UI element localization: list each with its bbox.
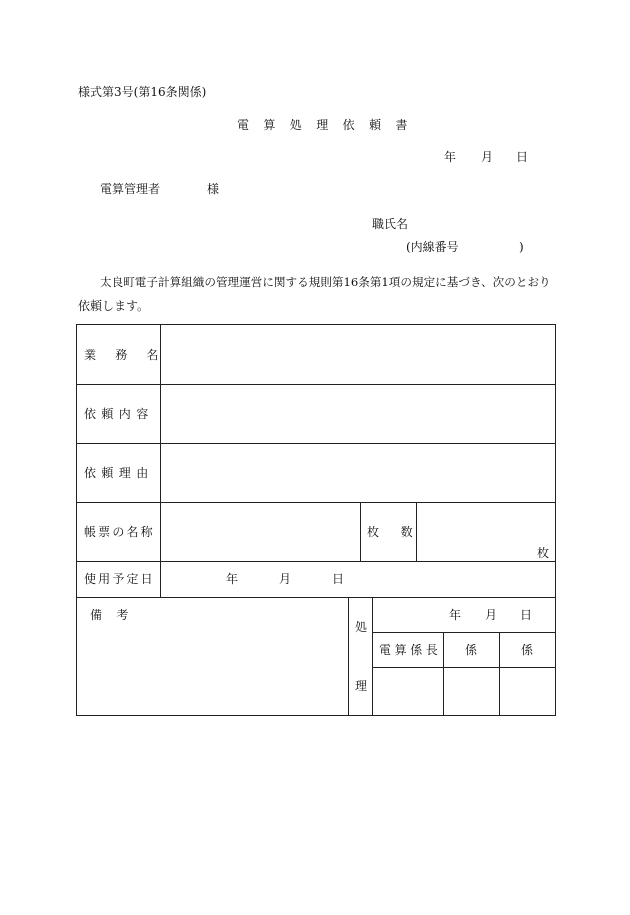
body-text-line2: 依頼します。 [78, 299, 150, 313]
use-date-month: 月 [279, 572, 292, 586]
staff-label-1: 係 [465, 643, 478, 657]
requester-extension-label: (内線番号 [406, 240, 459, 254]
page-title: 電算処理依頼書 [237, 118, 422, 132]
proc-date-day: 日 [520, 608, 533, 622]
row-divider [76, 502, 556, 503]
request-content-label: 依頼内容 [84, 407, 154, 421]
remarks-label: 備考 [90, 608, 143, 622]
processing-divider [372, 597, 373, 716]
proc-date-year: 年 [449, 608, 462, 622]
requester-extension-close: ) [519, 240, 524, 254]
processing-divider [348, 597, 349, 716]
use-date-year: 年 [226, 572, 239, 586]
processing-label-top: 処 [355, 620, 368, 634]
chief-label: 電算係長 [379, 643, 442, 657]
processing-label-bottom: 理 [355, 679, 368, 693]
use-date-label: 使用予定日 [84, 572, 155, 586]
use-date-day: 日 [332, 572, 345, 586]
date-day: 日 [516, 150, 529, 164]
business-name-label: 業務名 [84, 348, 178, 362]
date-year: 年 [444, 150, 457, 164]
processing-col-divider [499, 632, 500, 716]
requester-name-label: 職氏名 [372, 217, 409, 231]
staff-label-2: 係 [521, 643, 534, 657]
sheet-count-label: 枚数 [367, 525, 435, 539]
form-name-label: 帳票の名称 [84, 525, 155, 539]
table-border [76, 324, 556, 716]
body-text-line1: 太良町電子計算組織の管理運営に関する規則第16条第1項の規定に基づき、次のとおり [100, 275, 551, 289]
proc-date-month: 月 [485, 608, 498, 622]
processing-col-divider [443, 632, 444, 716]
processing-row-divider [372, 632, 556, 633]
row-divider [76, 597, 556, 598]
row-divider [76, 561, 556, 562]
row-divider [76, 384, 556, 385]
label-column-divider [160, 324, 161, 597]
form-number: 様式第3号(第16条関係) [78, 85, 207, 99]
processing-row-divider [372, 667, 556, 668]
sheet-unit: 枚 [537, 546, 550, 560]
sheet-count-divider [360, 502, 361, 561]
addressee-honorific: 様 [207, 182, 220, 196]
row-divider [76, 443, 556, 444]
date-month: 月 [481, 150, 494, 164]
addressee-label: 電算管理者 [100, 182, 161, 196]
request-reason-label: 依頼理由 [84, 466, 154, 480]
